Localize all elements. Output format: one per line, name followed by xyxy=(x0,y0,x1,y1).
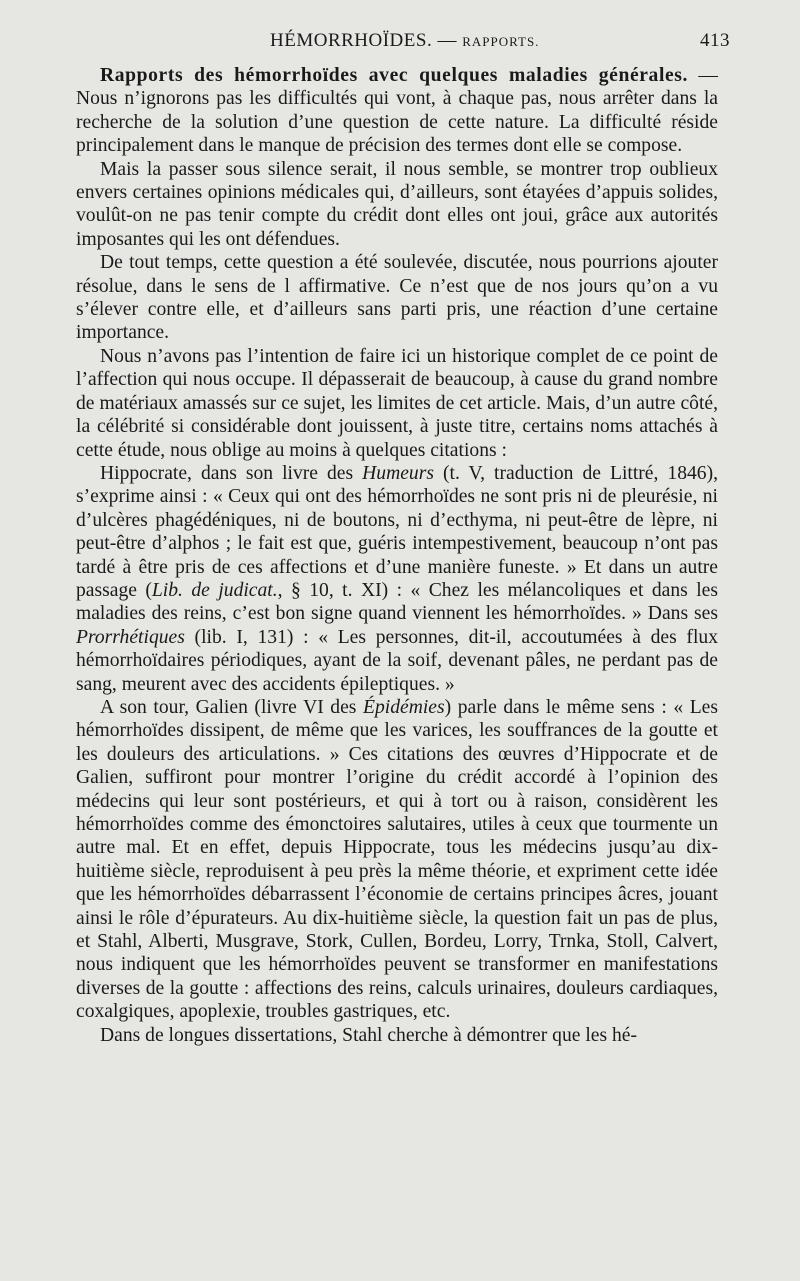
paragraph-text: De tout temps, cette question a été soulevée, discutée, nous pourrions ajouter résolue, dans le sens de l affirmative. Ce n’est que de nos jours qu’on a vu s’élever contre elle, et d’ailleurs sans parti pris, une réaction d’une certaine importance. xyxy=(76,252,718,344)
paragraph-text: — Nous n’ignorons pas les difficultés qui vont, à chaque pas, nous arrêter dans la recherche de la solution d’une question de cette nature. La difficulté réside principalement dans le manque de précision des termes dont elle se compose. xyxy=(76,65,718,157)
page-number: 413 xyxy=(700,30,730,51)
paragraph-text: Nous n’avons pas l’intention de faire ici un historique complet de ce point de l’affection qui nous occupe. Il dépasserait de beaucoup, à cause du grand nombre de matériaux amassés sur ce sujet, les limites de cet article. Mais, d’un autre côté, la célébrité si considérable dont jouissent, à juste titre, certains noms attachés à cette étude, nous oblige au moins à quelques citations : xyxy=(76,345,718,461)
paragraph xyxy=(76,64,718,158)
paragraph xyxy=(76,696,718,1024)
running-title xyxy=(270,30,539,52)
running-head xyxy=(76,30,730,56)
paragraph xyxy=(76,1024,718,1047)
italic-text: Prorrhétiques xyxy=(76,626,185,648)
running-title-main: HÉMORRHOÏDES. — xyxy=(270,30,463,51)
paragraph xyxy=(76,345,718,462)
italic-text: Épidémies xyxy=(363,696,445,718)
paragraph-text: Mais la passer sous silence serait, il nous semble, se montrer trop oublieux envers certaines opinions médicales qui, d’ailleurs, sont étayées d’appuis solides, voulût-on ne pas tenir compte du crédit dont elles ont joui, grâce aux autorités imposantes qui les ont défendues. xyxy=(76,158,718,250)
paragraph-text: , § 10, t. XI) : « Chez les mélancoliques et dans les maladies des reins, c’est bon signe quand viennent les hémorrhoïdes. » Dans ses xyxy=(76,579,718,625)
paragraph-text: Dans de longues dissertations, Stahl cherche à démontrer que les hé- xyxy=(100,1024,638,1046)
paragraph-text: Hippocrate, dans son livre des xyxy=(100,462,363,484)
paragraph xyxy=(76,251,718,345)
paragraph-text: (t. V, traduction de Littré, 1846), s’exprime ainsi : « Ceux qui ont des hémorrhoïdes ne sont pris ni de pleurésie, ni d’ulcères phagédéniques, ni de boutons, ni d’ecthyma, ni peut-être de lèpre, ni peut-être d’alphos ; le fait est que, guéris intempestivement, beaucoup n’ont pas tardé à être pris de ces affections et d’une manière funeste. » Et dans un autre passage ( xyxy=(76,462,719,601)
paragraph-text: (lib. I, 131) : « Les personnes, dit-il, accoutumées à des flux hémorrhoïdaires périodiques, ayant de la soif, devenant pâles, ne perdant pas de sang, meurent avec des accidents épileptiques. » xyxy=(76,626,718,695)
italic-text: Humeurs xyxy=(362,462,434,484)
paragraph xyxy=(76,462,718,696)
running-title-small: RAPPORTS. xyxy=(462,34,540,49)
paragraph-text: A son tour, Galien (livre VI des xyxy=(100,696,363,718)
italic-text: Lib. de judicat. xyxy=(151,579,278,601)
body-text xyxy=(76,64,718,1047)
paragraph xyxy=(76,158,718,252)
section-heading: Rapports des hémorrhoïdes avec quelques maladies générales. xyxy=(100,65,689,86)
paragraph-text: ) parle dans le même sens : « Les hémorrhoïdes dissipent, de même que les varices, les souffrances de la goutte et les douleurs des articulations. » Ces citations des œuvres d’Hippocrate et de Galien, suffiront pour montrer l’origine du crédit accordé à l’opinion des médecins qui leur sont postérieurs, et qui à tort ou à raison, considèrent les hémorrhoïdes comme des émonctoires salutaires, utiles à ceux que tourmente un autre mal. Et en effet, depuis Hippocrate, tous les médecins jusqu’au dix-huitième siècle, reproduisent à peu près la même théorie, et expriment cette idée que les hémorrhoïdes débarrassent l’économie de certains principes âcres, jouant ainsi le rôle d’épurateurs. Au dix-huitième siècle, la question fait un pas de plus, et Stahl, Alberti, Musgrave, Stork, Cullen, Bordeu, Lorry, Trnka, Stoll, Calvert, nous indiquent que les hémorrhoïdes peuvent se transformer en manifestations diverses de la goutte : affections des reins, calculs urinaires, douleurs cardiaques, coxalgiques, apoplexie, troubles gastriques, etc. xyxy=(76,696,719,1023)
